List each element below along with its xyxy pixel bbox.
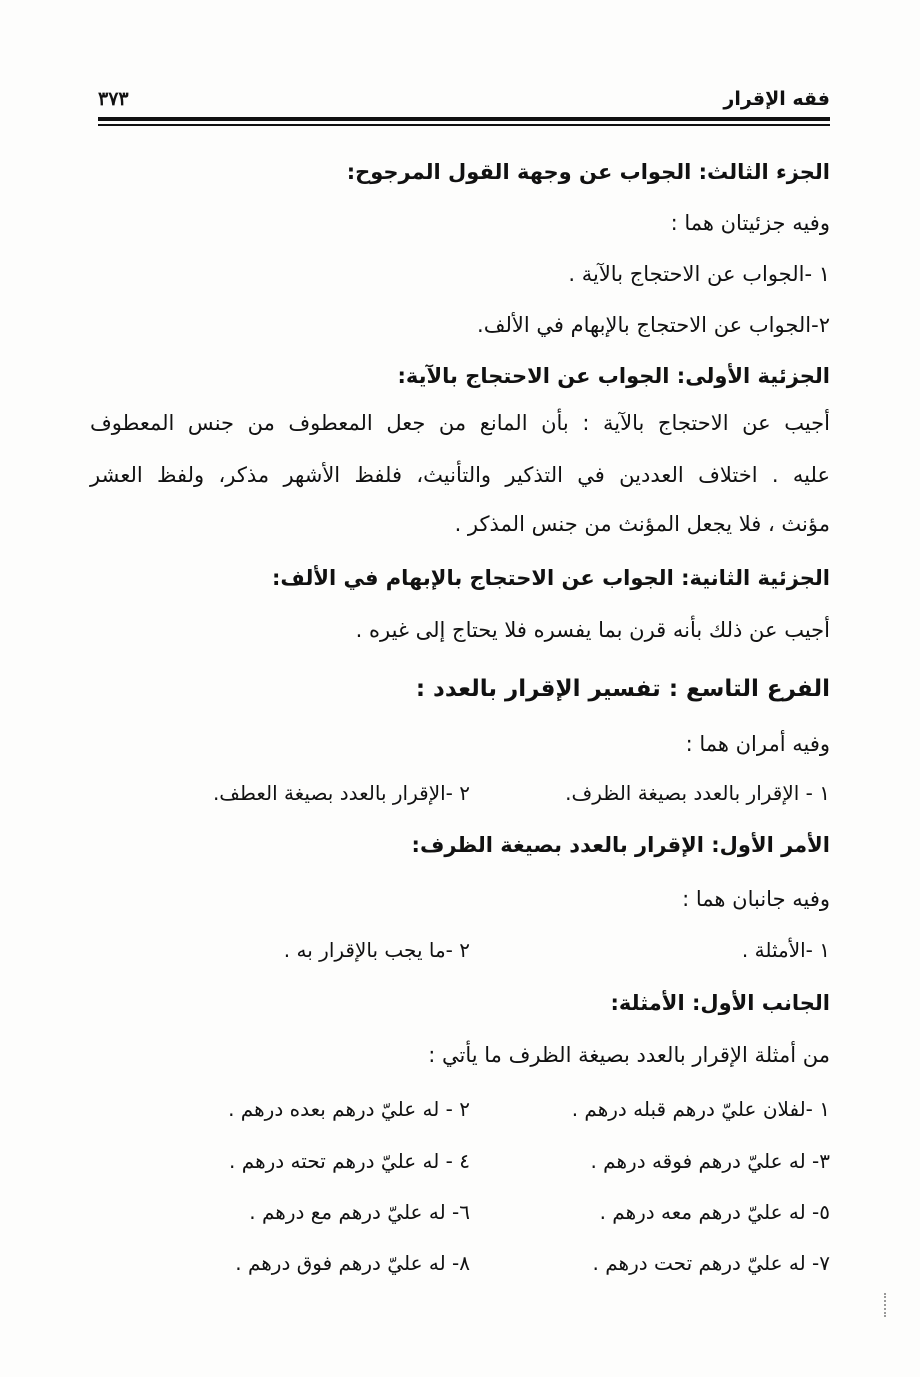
header-title: فقه الإقرار (723, 88, 830, 110)
page-number: ٣٧٣ (98, 88, 129, 110)
two-column-list (150, 781, 830, 813)
list-item: ٢-الجواب عن الاحتجاج بالإبهام في الألف. (477, 313, 830, 337)
sub-heading: الجزئية الأولى: الجواب عن الاحتجاج بالآية: (397, 364, 830, 388)
header-rule-thick (98, 117, 830, 121)
list-item: ١ -الجواب عن الاحتجاج بالآية . (568, 262, 830, 286)
two-column-list (150, 1149, 830, 1181)
list-item: ١ -الأمثلة . (741, 938, 830, 962)
sub-heading: الأمر الأول: الإقرار بالعدد بصيغة الظرف: (411, 833, 830, 857)
paragraph-line: أجيب عن ذلك بأنه قرن بما يفسره فلا يحتاج إلى غيره . (355, 618, 830, 642)
paragraph-line: أجيب عن الاحتجاج بالآية : بأن المانع من جعل المعطوف من جنس المعطوف (90, 411, 830, 435)
two-column-list (150, 1200, 830, 1232)
paragraph-line: عليه . اختلاف العددين في التذكير والتأنيث، فلفظ الأشهر مذكر، ولفظ العشر (90, 463, 830, 487)
two-column-list (150, 1097, 830, 1129)
list-item: ٤ - له عليّ درهم تحته درهم . (229, 1149, 470, 1173)
text-line: وفيه جانبان هما : (682, 887, 830, 911)
list-item: ١ - الإقرار بالعدد بصيغة الظرف. (565, 781, 830, 805)
header-rule-thin (98, 124, 830, 126)
sub-heading: الجزئية الثانية: الجواب عن الاحتجاج بالإبهام في الألف: (272, 566, 830, 590)
text-line: وفيه جزئيتان هما : (670, 211, 830, 235)
list-item: ٦- له عليّ درهم مع درهم . (249, 1200, 470, 1224)
list-item: ٣- له عليّ درهم فوقه درهم . (590, 1149, 830, 1173)
list-item: ٥- له عليّ درهم معه درهم . (599, 1200, 830, 1224)
sub-heading: الجانب الأول: الأمثلة: (610, 991, 830, 1015)
section-heading: الجزء الثالث: الجواب عن وجهة القول المرجوح: (346, 160, 830, 184)
list-item: ٧- له عليّ درهم تحت درهم . (592, 1251, 830, 1275)
two-column-list (150, 938, 830, 970)
running-header (98, 88, 830, 116)
list-item: ٢ -الإقرار بالعدد بصيغة العطف. (212, 781, 470, 805)
list-item: ٢ - له عليّ درهم بعده درهم . (228, 1097, 470, 1121)
scan-margin-mark (884, 1293, 888, 1317)
list-item: ٨- له عليّ درهم فوق درهم . (235, 1251, 470, 1275)
text-line: من أمثلة الإقرار بالعدد بصيغة الظرف ما يأتي : (428, 1043, 830, 1067)
list-item: ١ -لفلان عليّ درهم قبله درهم . (571, 1097, 830, 1121)
paragraph-line: مؤنث ، فلا يجعل المؤنث من جنس المذكر . (454, 512, 830, 536)
text-line: وفيه أمران هما : (685, 732, 830, 756)
two-column-list (150, 1251, 830, 1283)
list-item: ٢ -ما يجب بالإقرار به . (283, 938, 470, 962)
branch-heading: الفرع التاسع : تفسير الإقرار بالعدد : (415, 676, 830, 702)
